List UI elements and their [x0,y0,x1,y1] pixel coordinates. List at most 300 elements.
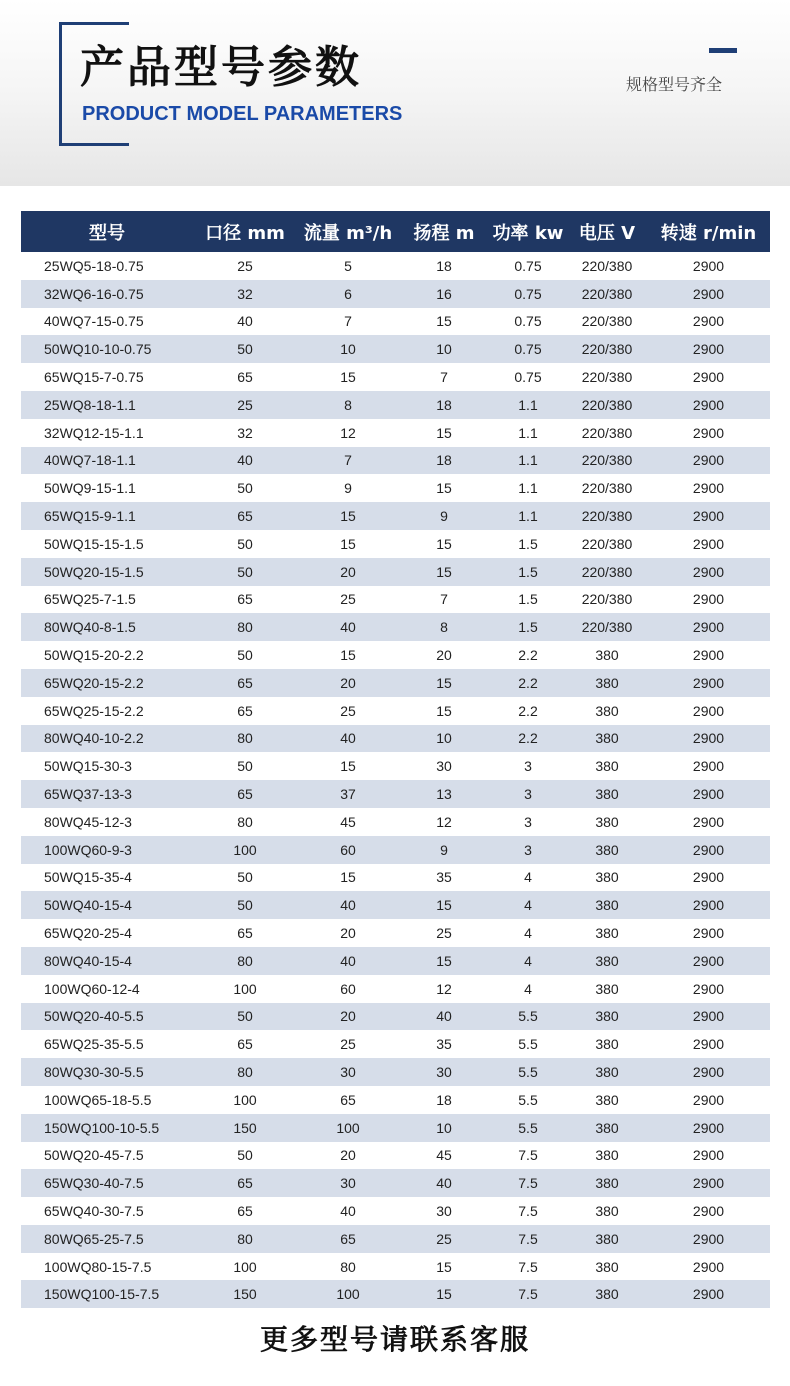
table-row [21,391,770,419]
cell-flow: 6 [344,285,352,302]
cell-voltage: 380 [595,1119,619,1136]
header-flow: 流量 m³/h [303,222,393,244]
cell-voltage: 220/380 [581,396,633,413]
cell-model: 80WQ30-30-5.5 [44,1064,144,1080]
cell-voltage: 220/380 [581,285,633,302]
table-row [21,586,770,614]
cell-flow: 37 [340,786,356,803]
cell-flow: 65 [340,1091,356,1108]
cell-flow: 25 [340,591,356,608]
cell-power: 2.2 [518,674,538,691]
cell-diameter: 50 [237,758,253,775]
table-row [21,725,770,753]
cell-power: 4 [524,869,532,886]
cell-diameter: 50 [237,480,253,497]
table-row [21,613,770,641]
cell-flow: 40 [340,897,356,914]
cell-power: 5.5 [518,1064,538,1080]
cell-diameter: 32 [237,285,253,302]
cell-flow: 25 [340,702,356,719]
cell-power: 1.1 [518,508,538,525]
cell-head: 25 [436,1230,452,1247]
cell-voltage: 220/380 [581,341,633,358]
cell-flow: 80 [340,1258,356,1275]
cell-power: 1.1 [518,396,538,413]
cell-power: 7.5 [518,1202,538,1219]
cell-power: 4 [524,952,532,969]
cell-voltage: 380 [595,647,619,664]
cell-model: 65WQ15-7-0.75 [44,369,144,386]
table-row [21,836,770,864]
parameters-table [21,211,770,1308]
table-row [21,502,770,530]
table-row [21,474,770,502]
cell-diameter: 100 [233,841,257,858]
cell-power: 4 [524,980,532,997]
cell-diameter: 65 [237,674,253,691]
table-row [21,419,770,447]
cell-voltage: 380 [595,1091,619,1108]
table-row [21,1197,770,1225]
cell-flow: 5 [344,257,352,274]
cell-power: 5.5 [518,1119,538,1136]
cell-power: 1.5 [518,619,538,636]
cell-model: 100WQ60-12-4 [44,980,140,997]
table-row [21,919,770,947]
table-row [21,308,770,336]
table-row [21,1253,770,1281]
cell-head: 7 [440,591,448,608]
cell-voltage: 380 [595,674,619,691]
cell-flow: 65 [340,1230,356,1247]
cell-speed: 2900 [692,925,725,942]
cell-model: 50WQ15-35-4 [44,869,132,886]
cell-head: 9 [440,841,448,858]
cell-speed: 2900 [692,480,725,497]
cell-diameter: 50 [237,563,253,580]
cell-flow: 15 [340,647,356,664]
cell-head: 30 [436,1064,452,1080]
cell-head: 15 [436,1258,452,1275]
cell-power: 5.5 [518,1008,538,1025]
cell-diameter: 150 [233,1119,257,1136]
cell-head: 7 [440,369,448,386]
table-row [21,252,770,280]
table-row [21,1086,770,1114]
cell-voltage: 220/380 [581,535,633,552]
cell-speed: 2900 [692,1091,725,1108]
cell-speed: 2900 [692,980,725,997]
cell-head: 8 [440,619,448,636]
table-row [21,891,770,919]
cell-power: 3 [524,813,532,830]
cell-head: 15 [436,1286,452,1303]
cell-speed: 2900 [692,563,725,580]
cell-diameter: 50 [237,341,253,358]
cell-voltage: 380 [595,813,619,830]
cell-model: 65WQ25-7-1.5 [44,591,136,608]
cell-speed: 2900 [692,869,725,886]
cell-model: 65WQ25-35-5.5 [44,1036,144,1053]
cell-flow: 60 [340,841,356,858]
footer-contact-text: 更多型号请联系客服 [259,1323,530,1356]
cell-speed: 2900 [692,952,725,969]
table-row [21,752,770,780]
cell-power: 3 [524,786,532,803]
cell-model: 50WQ15-20-2.2 [44,647,144,664]
cell-head: 15 [436,563,452,580]
cell-speed: 2900 [692,730,725,747]
cell-flow: 20 [340,1147,356,1164]
cell-power: 2.2 [518,647,538,664]
cell-diameter: 80 [237,619,253,636]
cell-voltage: 380 [595,1202,619,1219]
cell-voltage: 380 [595,1064,619,1080]
cell-speed: 2900 [692,1064,725,1080]
cell-speed: 2900 [692,424,725,441]
cell-model: 65WQ30-40-7.5 [44,1175,144,1192]
cell-speed: 2900 [692,341,725,358]
cell-speed: 2900 [692,369,725,386]
table-row [21,447,770,475]
cell-flow: 15 [340,535,356,552]
cell-flow: 40 [340,1202,356,1219]
cell-model: 80WQ40-10-2.2 [44,730,144,747]
cell-power: 7.5 [518,1286,538,1303]
cell-power: 0.75 [514,341,542,358]
table-row [21,864,770,892]
cell-diameter: 150 [233,1286,257,1303]
table-row [21,1030,770,1058]
cell-diameter: 65 [237,925,253,942]
cell-voltage: 220/380 [581,563,633,580]
cell-power: 5.5 [518,1091,538,1108]
cell-head: 9 [440,508,448,525]
table-row [21,1058,770,1086]
cell-flow: 8 [344,396,352,413]
cell-head: 30 [436,1202,452,1219]
table-row [21,1169,770,1197]
cell-flow: 15 [340,758,356,775]
table-row [21,1142,770,1170]
cell-power: 2.2 [518,702,538,719]
cell-head: 15 [436,952,452,969]
cell-speed: 2900 [692,674,725,691]
cell-model: 80WQ45-12-3 [44,813,132,830]
cell-power: 1.5 [518,535,538,552]
cell-model: 50WQ15-15-1.5 [44,535,144,552]
cell-diameter: 100 [233,1258,257,1275]
cell-diameter: 65 [237,1036,253,1053]
cell-flow: 45 [340,813,356,830]
cell-voltage: 380 [595,1147,619,1164]
cell-speed: 2900 [692,257,725,274]
cell-head: 18 [436,1091,452,1108]
cell-diameter: 40 [237,313,253,330]
cell-model: 32WQ6-16-0.75 [44,285,144,302]
cell-model: 100WQ80-15-7.5 [44,1258,152,1275]
cell-model: 65WQ25-15-2.2 [44,702,144,719]
cell-diameter: 65 [237,508,253,525]
cell-voltage: 380 [595,1258,619,1275]
cell-speed: 2900 [692,702,725,719]
table-row [21,1280,770,1308]
cell-head: 15 [436,897,452,914]
cell-voltage: 380 [595,1286,619,1303]
cell-model: 150WQ100-15-7.5 [44,1286,160,1303]
cell-power: 4 [524,897,532,914]
cell-power: 2.2 [518,730,538,747]
table-row [21,363,770,391]
table-row [21,558,770,586]
cell-power: 1.5 [518,563,538,580]
cell-voltage: 220/380 [581,591,633,608]
cell-voltage: 380 [595,1175,619,1192]
cell-speed: 2900 [692,758,725,775]
cell-model: 80WQ65-25-7.5 [44,1230,144,1247]
cell-model: 25WQ8-18-1.1 [44,396,136,413]
page-title: 产品型号参数 [80,42,362,93]
cell-flow: 7 [344,313,352,330]
cell-model: 50WQ40-15-4 [44,897,132,914]
cell-model: 40WQ7-18-1.1 [44,452,136,469]
cell-speed: 2900 [692,1175,725,1192]
cell-flow: 20 [340,925,356,942]
cell-speed: 2900 [692,1147,725,1164]
cell-speed: 2900 [692,1202,725,1219]
cell-diameter: 100 [233,1091,257,1108]
cell-voltage: 220/380 [581,452,633,469]
cell-diameter: 65 [237,369,253,386]
cell-model: 80WQ40-15-4 [44,952,132,969]
cell-flow: 40 [340,619,356,636]
cell-model: 50WQ20-40-5.5 [44,1008,144,1025]
cell-diameter: 50 [237,647,253,664]
cell-diameter: 100 [233,980,257,997]
cell-voltage: 220/380 [581,424,633,441]
cell-flow: 9 [344,480,352,497]
cell-model: 50WQ20-15-1.5 [44,563,144,580]
cell-voltage: 380 [595,869,619,886]
cell-model: 50WQ15-30-3 [44,758,132,775]
cell-speed: 2900 [692,535,725,552]
cell-diameter: 50 [237,1008,253,1025]
page-title-english: PRODUCT MODEL PARAMETERS [82,103,403,125]
cell-diameter: 50 [237,897,253,914]
cell-model: 65WQ37-13-3 [44,786,132,803]
cell-flow: 100 [336,1119,360,1136]
cell-diameter: 80 [237,952,253,969]
cell-voltage: 220/380 [581,619,633,636]
cell-flow: 30 [340,1175,356,1192]
cell-diameter: 40 [237,452,253,469]
cell-head: 13 [436,786,452,803]
table-row [21,641,770,669]
cell-voltage: 220/380 [581,480,633,497]
table-row [21,280,770,308]
cell-model: 40WQ7-15-0.75 [44,313,144,330]
cell-diameter: 50 [237,1147,253,1164]
cell-power: 1.1 [518,424,538,441]
cell-power: 5.5 [518,1036,538,1053]
cell-speed: 2900 [692,508,725,525]
cell-diameter: 80 [237,1064,253,1080]
cell-speed: 2900 [692,786,725,803]
cell-speed: 2900 [692,285,725,302]
cell-model: 80WQ40-8-1.5 [44,619,136,636]
cell-flow: 60 [340,980,356,997]
cell-head: 15 [436,535,452,552]
cell-power: 7.5 [518,1230,538,1247]
table-row [21,975,770,1003]
cell-model: 65WQ20-15-2.2 [44,674,144,691]
cell-power: 1.1 [518,480,538,497]
cell-speed: 2900 [692,1036,725,1053]
table-row [21,947,770,975]
header-model: 型号 [89,222,125,244]
cell-flow: 20 [340,1008,356,1025]
header-speed: 转速 r/min [660,222,757,244]
table-row [21,780,770,808]
cell-diameter: 65 [237,702,253,719]
header-banner [0,0,790,186]
cell-power: 3 [524,841,532,858]
cell-power: 7.5 [518,1258,538,1275]
cell-speed: 2900 [692,1230,725,1247]
cell-speed: 2900 [692,591,725,608]
table-row [21,335,770,363]
cell-voltage: 380 [595,730,619,747]
cell-speed: 2900 [692,1286,725,1303]
cell-voltage: 380 [595,980,619,997]
cell-head: 15 [436,313,452,330]
cell-head: 15 [436,674,452,691]
cell-voltage: 380 [595,1008,619,1025]
cell-model: 65WQ40-30-7.5 [44,1202,144,1219]
cell-voltage: 220/380 [581,257,633,274]
cell-flow: 15 [340,369,356,386]
cell-flow: 15 [340,508,356,525]
cell-head: 20 [436,647,452,664]
header-head: 扬程 m [413,222,475,244]
table-row [21,1114,770,1142]
table-row [21,1003,770,1031]
cell-flow: 20 [340,674,356,691]
cell-speed: 2900 [692,1008,725,1025]
cell-speed: 2900 [692,647,725,664]
cell-voltage: 380 [595,702,619,719]
cell-diameter: 50 [237,869,253,886]
cell-power: 1.1 [518,452,538,469]
page-subtitle: 规格型号齐全 [626,75,723,94]
cell-flow: 25 [340,1036,356,1053]
cell-head: 30 [436,758,452,775]
cell-speed: 2900 [692,813,725,830]
cell-diameter: 65 [237,786,253,803]
cell-speed: 2900 [692,1119,725,1136]
cell-flow: 12 [340,424,356,441]
cell-diameter: 50 [237,535,253,552]
cell-diameter: 25 [237,257,253,274]
cell-voltage: 380 [595,925,619,942]
cell-speed: 2900 [692,897,725,914]
header-voltage: 电压 V [578,222,636,244]
cell-voltage: 380 [595,841,619,858]
cell-head: 16 [436,285,452,302]
table-row [21,808,770,836]
cell-speed: 2900 [692,313,725,330]
cell-power: 0.75 [514,313,542,330]
cell-power: 4 [524,925,532,942]
cell-model: 150WQ100-10-5.5 [44,1119,160,1136]
cell-speed: 2900 [692,1258,725,1275]
cell-head: 15 [436,702,452,719]
cell-voltage: 220/380 [581,508,633,525]
cell-flow: 30 [340,1064,356,1080]
table-row [21,669,770,697]
cell-head: 35 [436,1036,452,1053]
cell-speed: 2900 [692,396,725,413]
cell-head: 25 [436,925,452,942]
cell-power: 0.75 [514,285,542,302]
cell-power: 0.75 [514,257,542,274]
cell-flow: 7 [344,452,352,469]
cell-flow: 10 [340,341,356,358]
table-row [21,1225,770,1253]
cell-flow: 100 [336,1286,360,1303]
cell-head: 15 [436,480,452,497]
cell-model: 100WQ65-18-5.5 [44,1091,152,1108]
cell-head: 18 [436,396,452,413]
cell-head: 10 [436,730,452,747]
cell-flow: 40 [340,952,356,969]
cell-head: 18 [436,452,452,469]
cell-voltage: 380 [595,758,619,775]
table-row [21,697,770,725]
cell-flow: 20 [340,563,356,580]
cell-head: 40 [436,1175,452,1192]
cell-voltage: 380 [595,952,619,969]
cell-voltage: 380 [595,786,619,803]
cell-head: 12 [436,980,452,997]
cell-diameter: 65 [237,1202,253,1219]
cell-head: 12 [436,813,452,830]
cell-power: 0.75 [514,369,542,386]
cell-model: 50WQ9-15-1.1 [44,480,136,497]
cell-power: 1.5 [518,591,538,608]
cell-model: 100WQ60-9-3 [44,841,132,858]
cell-flow: 15 [340,869,356,886]
header-power: 功率 kw [492,222,564,244]
cell-model: 32WQ12-15-1.1 [44,424,144,441]
cell-power: 7.5 [518,1147,538,1164]
cell-voltage: 220/380 [581,369,633,386]
cell-diameter: 80 [237,813,253,830]
cell-head: 10 [436,1119,452,1136]
cell-model: 25WQ5-18-0.75 [44,257,144,274]
table-row [21,530,770,558]
table-header-row [21,211,770,252]
cell-power: 3 [524,758,532,775]
cell-voltage: 220/380 [581,313,633,330]
cell-speed: 2900 [692,452,725,469]
cell-speed: 2900 [692,841,725,858]
cell-head: 15 [436,424,452,441]
cell-model: 50WQ10-10-0.75 [44,341,152,358]
cell-speed: 2900 [692,619,725,636]
header-diameter: 口径 mm [205,222,285,244]
cell-head: 45 [436,1147,452,1164]
